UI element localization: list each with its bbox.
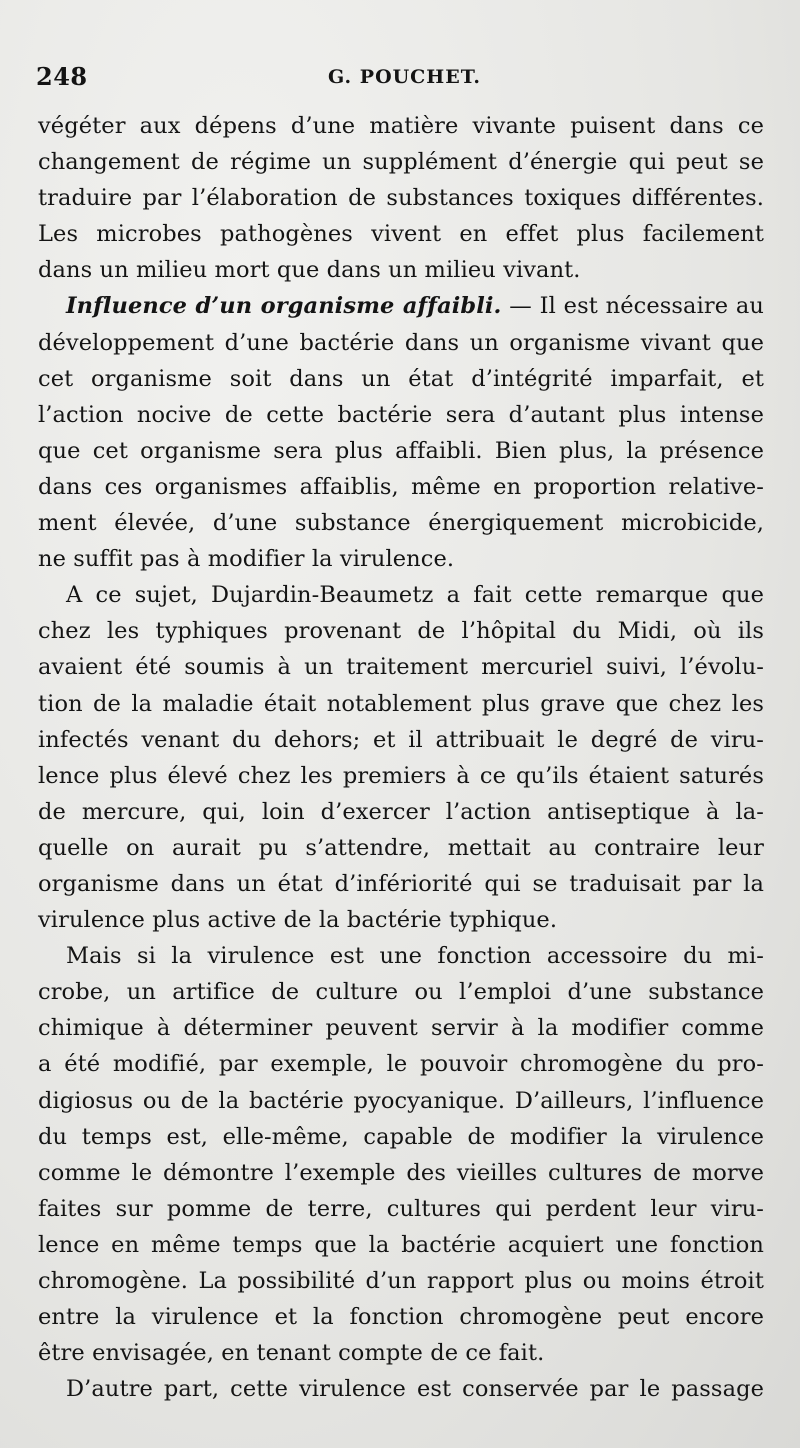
text-line bbox=[38, 1046, 764, 1082]
line-text: du temps est, elle-même, capable de modifier la virulence bbox=[38, 1123, 764, 1150]
text-line bbox=[38, 722, 764, 758]
text-line bbox=[38, 1155, 764, 1191]
text-line bbox=[38, 180, 764, 216]
line-text: A ce sujet, Dujardin-Beaumetz a fait cette remarque que bbox=[66, 582, 764, 609]
text-line bbox=[38, 361, 764, 397]
line-text: Les microbes pathogènes vivent en effet plus facilement bbox=[38, 221, 764, 248]
text-line bbox=[38, 288, 764, 324]
line-text: Mais si la virulence est une fonction accessoire du mi- bbox=[66, 943, 764, 970]
text-line bbox=[38, 866, 764, 902]
line-text: ne suffit pas à modifier la virulence. bbox=[38, 546, 455, 573]
text-line bbox=[38, 902, 764, 938]
text-line bbox=[38, 577, 764, 613]
text-line bbox=[38, 1335, 764, 1371]
text-line bbox=[38, 325, 764, 361]
text-line bbox=[38, 505, 764, 541]
line-text: chimique à déterminer peuvent servir à la modifier comme bbox=[38, 1015, 764, 1042]
text-line bbox=[38, 686, 764, 722]
line-text: cet organisme soit dans un état d’intégrité imparfait, et bbox=[38, 365, 764, 392]
text-line bbox=[38, 433, 764, 469]
line-text: changement de régime un supplément d’énergie qui peut se bbox=[38, 149, 764, 176]
text-line bbox=[38, 108, 764, 144]
text-line bbox=[38, 144, 764, 180]
line-text: dans un milieu mort que dans un milieu vivant. bbox=[38, 257, 581, 284]
text-line bbox=[38, 974, 764, 1010]
line-text: virulence plus active de la bactérie typhique. bbox=[38, 907, 558, 934]
line-text: crobe, un artifice de culture ou l’emploi d’une substance bbox=[38, 979, 764, 1006]
line-text: que cet organisme sera plus affaibli. Bien plus, la présence bbox=[38, 437, 764, 464]
line-text: être envisagée, en tenant compte de ce fait. bbox=[38, 1340, 545, 1367]
line-text: infectés venant du dehors; et il attribuait le degré de viru- bbox=[38, 726, 764, 753]
line-text: faites sur pomme de terre, cultures qui perdent leur viru- bbox=[38, 1195, 764, 1222]
line-text: avaient été soumis à un traitement mercuriel suivi, l’évolu- bbox=[38, 654, 764, 681]
line-text: dans ces organismes affaiblis, même en proportion relative- bbox=[38, 473, 764, 500]
line-text: l’action nocive de cette bactérie sera d’autant plus intense bbox=[38, 401, 764, 428]
text-line bbox=[38, 613, 764, 649]
section-heading: Influence d’un organisme affaibli. bbox=[66, 293, 502, 320]
line-text: de mercure, qui, loin d’exercer l’action antiseptique à la- bbox=[38, 798, 764, 825]
line-text: digiosus ou de la bactérie pyocyanique. D’ailleurs, l’influence bbox=[38, 1087, 764, 1114]
text-line bbox=[38, 1010, 764, 1046]
text-line bbox=[38, 397, 764, 433]
line-text: développement d’une bactérie dans un organisme vivant que bbox=[38, 329, 764, 356]
text-line bbox=[38, 1263, 764, 1299]
line-text: lence plus élevé chez les premiers à ce qu’ils étaient saturés bbox=[38, 762, 764, 789]
line-text: a été modifié, par exemple, le pouvoir chromogène du pro- bbox=[38, 1051, 764, 1078]
text-line bbox=[38, 1227, 764, 1263]
text-line bbox=[38, 469, 764, 505]
line-text: tion de la maladie était notablement plus grave que chez les bbox=[38, 690, 764, 717]
text-line bbox=[38, 758, 764, 794]
text-line bbox=[38, 1371, 764, 1407]
running-head: G. POUCHET. bbox=[328, 66, 482, 88]
page-header bbox=[36, 62, 756, 102]
text-line bbox=[38, 830, 764, 866]
body-text bbox=[38, 108, 764, 1407]
line-text: chromogène. La possibilité d’un rapport plus ou moins étroit bbox=[38, 1268, 764, 1294]
line-text: ment élevée, d’une substance énergiquement microbicide, bbox=[38, 510, 764, 537]
line-text: végéter aux dépens d’une matière vivante puisent dans ce bbox=[38, 113, 764, 139]
line-text: lence en même temps que la bactérie acquiert une fonction bbox=[38, 1231, 764, 1258]
text-line bbox=[38, 794, 764, 830]
line-text: chez les typhiques provenant de l’hôpital du Midi, où ils bbox=[38, 618, 764, 645]
text-line bbox=[38, 1299, 764, 1335]
line-text: traduire par l’élaboration de substances toxiques différentes. bbox=[38, 185, 764, 212]
text-line bbox=[38, 541, 764, 577]
page-number: 248 bbox=[36, 62, 88, 91]
text-line bbox=[38, 252, 764, 288]
line-text: D’autre part, cette virulence est conservée par le passage bbox=[66, 1376, 764, 1403]
line-text: comme le démontre l’exemple des vieilles cultures de morve bbox=[38, 1159, 764, 1186]
text-line bbox=[38, 1083, 764, 1119]
line-text: organisme dans un état d’infériorité qui se traduisait par la bbox=[38, 870, 764, 897]
text-line bbox=[38, 649, 764, 685]
text-line bbox=[38, 938, 764, 974]
text-line bbox=[38, 216, 764, 252]
line-text: quelle on aurait pu s’attendre, mettait au contraire leur bbox=[38, 834, 764, 861]
text-line bbox=[38, 1119, 764, 1155]
line-text: — Il est nécessaire au bbox=[501, 293, 765, 320]
line-text: entre la virulence et la fonction chromogène peut encore bbox=[38, 1304, 764, 1331]
text-line bbox=[38, 1191, 764, 1227]
